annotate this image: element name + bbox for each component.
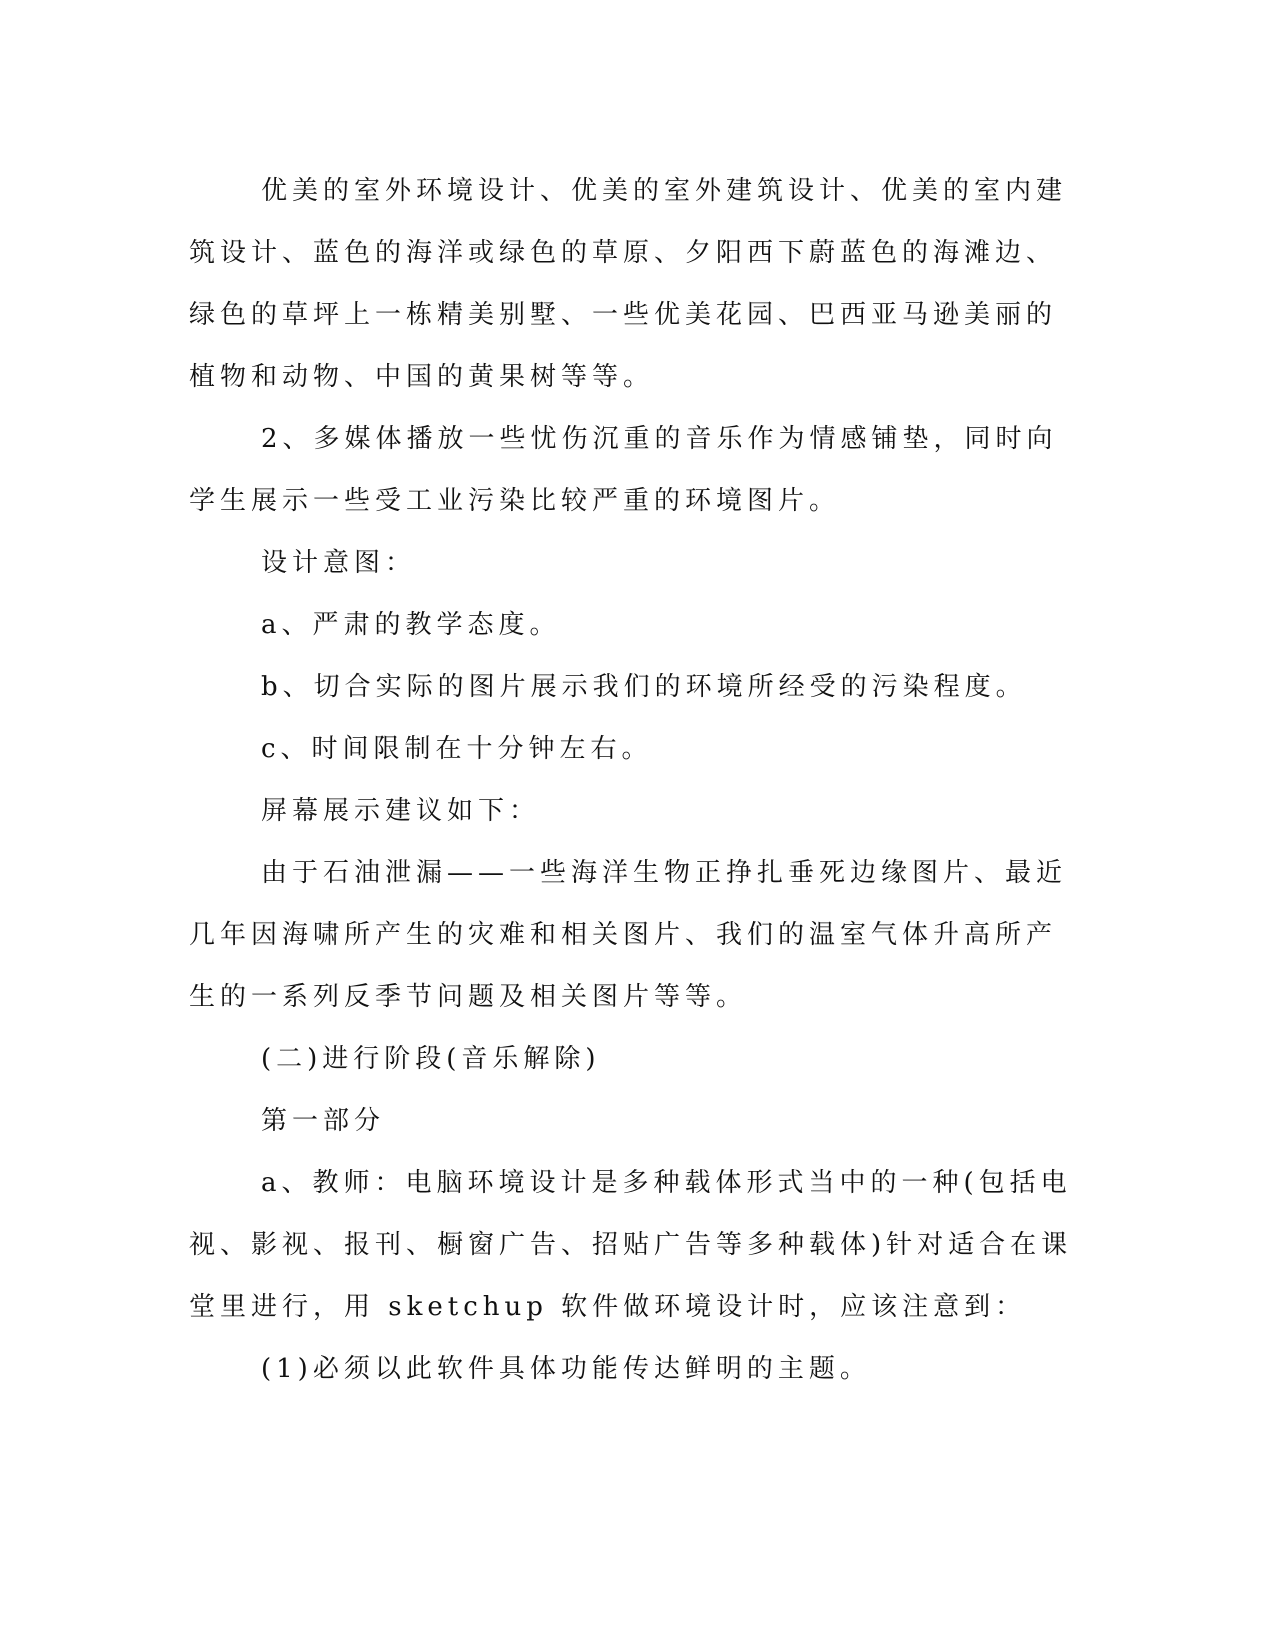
paragraph-teacher-note: a、教师：电脑环境设计是多种载体形式当中的一种(包括电视、影视、报刊、橱窗广告、招贴广告等多种载体)针对适合在课堂里进行，用 sketchup 软件做环境设计时，应该注意到： <box>189 1168 1073 1322</box>
paragraph-part-one: 第一部分 <box>261 1106 386 1136</box>
paragraph-intent-c: c、时间限制在十分钟左右。 <box>261 734 653 764</box>
paragraph-scenery-list: 优美的室外环境设计、优美的室外建筑设计、优美的室内建筑设计、蓝色的海洋或绿色的草原、夕阳西下蔚蓝色的海滩边、绿色的草坪上一栋精美别墅、一些优美花园、巴西亚马逊美丽的植物和动物、中国的黄果树等等。 <box>189 176 1068 392</box>
paragraph-intent-a: a、严肃的教学态度。 <box>261 610 561 640</box>
paragraph-screen-suggestion-heading: 屏幕展示建议如下： <box>261 796 541 826</box>
paragraph-point-one: (1)必须以此软件具体功能传达鲜明的主题。 <box>261 1354 871 1384</box>
paragraph-screen-suggestion: 由于石油泄漏——一些海洋生物正挣扎垂死边缘图片、最近几年因海啸所产生的灾难和相关图片、我们的温室气体升高所产生的一系列反季节问题及相关图片等等。 <box>189 858 1068 1012</box>
paragraph-stage-heading: (二)进行阶段(音乐解除) <box>261 1044 601 1074</box>
paragraph-intent-b: b、切合实际的图片展示我们的环境所经受的污染程度。 <box>261 672 1027 702</box>
paragraph-multimedia-music: 2、多媒体播放一些忧伤沉重的音乐作为情感铺垫，同时向学生展示一些受工业污染比较严重的环境图片。 <box>189 424 1058 516</box>
paragraph-design-intent-heading: 设计意图： <box>261 548 417 578</box>
document-body <box>189 160 1079 1400</box>
